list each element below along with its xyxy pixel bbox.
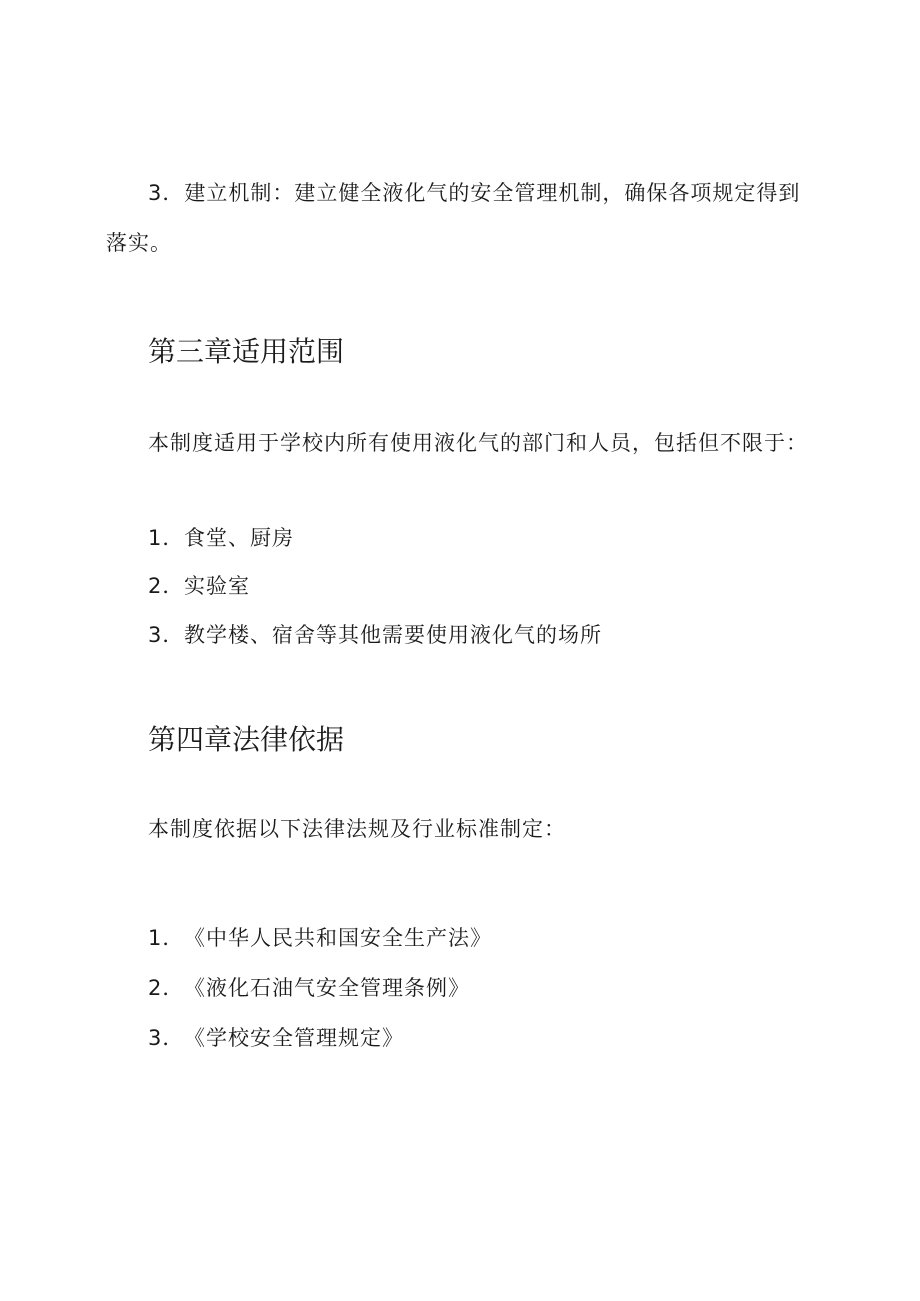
chapter3-list-item-3 — [148, 619, 602, 649]
list-number: 1． — [148, 926, 185, 950]
chapter3-list-item-1 — [148, 522, 294, 552]
list-text: 《中华人民共和国安全生产法》 — [184, 926, 492, 950]
section2-item-3: 3．建立机制：建立健全液化气的安全管理机制，确保各项规定得到落实。 — [106, 181, 801, 255]
list-text: 《学校安全管理规定》 — [184, 1026, 404, 1050]
list-text: 《液化石油气安全管理条例》 — [184, 976, 470, 1000]
list-number: 1． — [148, 526, 185, 550]
chapter4-title: 第四章法律依据 — [148, 723, 345, 756]
list-text: 实验室 — [184, 574, 250, 598]
list-text: 食堂、厨房 — [184, 526, 294, 550]
list-number: 3． — [148, 623, 185, 647]
chapter3-title: 第三章适用范围 — [148, 335, 345, 368]
chapter3-intro: 本制度适用于学校内所有使用液化气的部门和人员，包括但不限于： — [148, 431, 808, 455]
list-text: 教学楼、宿舍等其他需要使用液化气的场所 — [184, 623, 602, 647]
list-number: 2． — [148, 574, 185, 598]
chapter4-intro: 本制度依据以下法律法规及行业标准制定： — [148, 817, 566, 841]
list-number: 3． — [148, 1026, 185, 1050]
list-number: 2． — [148, 976, 185, 1000]
chapter4-list-item-3 — [148, 1022, 404, 1052]
chapter4-list-item-1 — [148, 922, 492, 952]
chapter4-list-item-2 — [148, 972, 470, 1002]
chapter3-list-item-2 — [148, 570, 250, 600]
